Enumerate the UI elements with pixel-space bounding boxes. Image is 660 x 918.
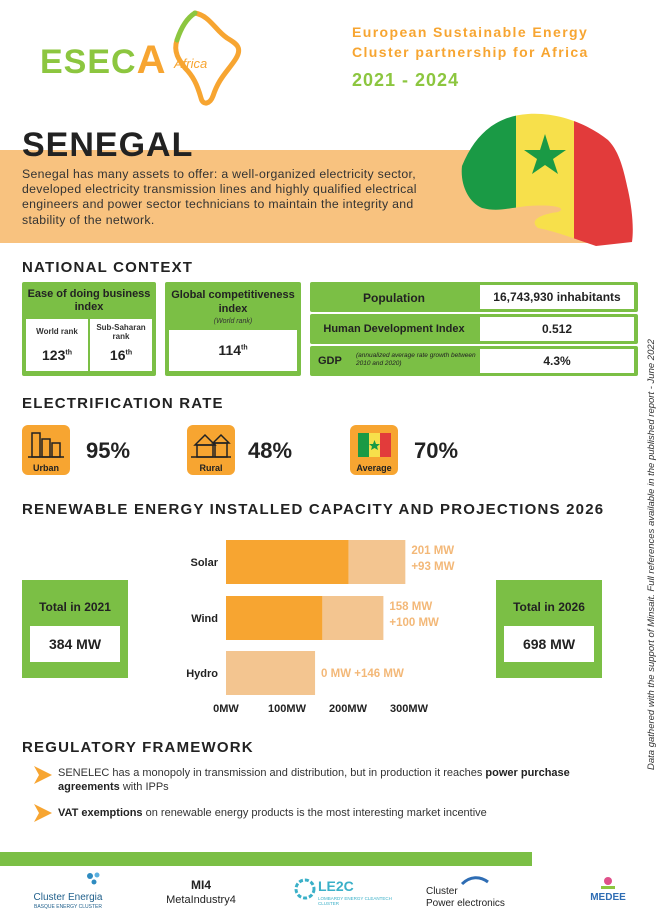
- gci-value-box: [169, 330, 297, 371]
- regulatory-item-1: SENELEC has a monopoly in transmission and distribution, but in production it reaches power purchase agreements with IPPs: [58, 767, 570, 793]
- ss-rank-value: 16th: [109, 347, 133, 363]
- category-label: Hydro: [186, 668, 218, 680]
- arrow-bullet-icon: [32, 764, 54, 786]
- projection-value-label: +100 MW: [389, 617, 439, 629]
- eseca-logo: [40, 8, 260, 108]
- installed-value-label: 158 MW: [389, 601, 433, 613]
- logo-text: ESECA: [40, 38, 167, 82]
- urban-rate: 95%: [86, 438, 131, 463]
- bar-installed-2021: [226, 540, 349, 584]
- header-years: 2021 - 2024: [352, 70, 460, 90]
- capacity-title: RENEWABLE ENERGY INSTALLED CAPACITY AND PROJECTIONS 2026: [22, 501, 605, 518]
- value-label: 0 MW +146 MW: [321, 668, 404, 680]
- gci-value: 114th: [218, 342, 248, 358]
- power-electronics-logo-icon: [460, 874, 490, 888]
- arrow-bullet-icon: [32, 802, 54, 824]
- x-tick-label: 300MW: [390, 703, 428, 715]
- total-2021-value: 384 MW: [30, 626, 120, 662]
- category-label: Solar: [190, 557, 218, 569]
- bar-installed-2021: [226, 596, 322, 640]
- regulatory-item-2: VAT exemptions on renewable energy products is the most interesting market incentive: [58, 807, 487, 819]
- header-title: European Sustainable Energy Cluster partnership for Africa: [352, 24, 589, 60]
- gci-card: Global competitiveness index (World rank) 114th: [165, 282, 301, 376]
- bar-projection-2026: [322, 596, 383, 640]
- ease-business-label: Ease of doing business index: [27, 288, 151, 313]
- projection-value-label: +93 MW: [411, 561, 455, 573]
- population-row: Population 16,743,930 inhabitants: [310, 282, 638, 312]
- rural-rate: 48%: [248, 438, 293, 463]
- installed-value-label: 201 MW: [411, 545, 455, 557]
- hdi-value: 0.512: [541, 322, 573, 336]
- capacity-chart: [168, 534, 498, 724]
- world-rank-value: 123th: [42, 347, 72, 363]
- regulatory-title: REGULATORY FRAMEWORK: [22, 739, 254, 756]
- footer-bar: [0, 852, 532, 866]
- total-2026-value: 698 MW: [504, 626, 594, 662]
- population-value: 16,743,930 inhabitants: [493, 290, 621, 304]
- senegal-flag-icon: Average: [350, 425, 398, 475]
- medee-logo-icon: [598, 876, 618, 890]
- average-rate: 70%: [414, 438, 459, 463]
- ease-business-card: [22, 282, 156, 376]
- world-rank-box: World rank 123th: [26, 319, 88, 371]
- logo-sub: Africa: [174, 56, 208, 71]
- data-source-note: Data gathered with the support of Minsait. Full references available in the published report - June 2022: [646, 339, 657, 770]
- bar-projection-2026: [349, 540, 406, 584]
- x-tick-label: 0MW: [213, 703, 239, 715]
- gci-label: Global competitiveness index: [171, 289, 295, 315]
- national-context-title: NATIONAL CONTEXT: [22, 259, 194, 276]
- total-2026-card: Total in 2026 698 MW: [496, 580, 602, 678]
- electrification-title: ELECTRIFICATION RATE: [22, 395, 224, 412]
- x-tick-label: 200MW: [329, 703, 367, 715]
- gdp-value: 4.3%: [543, 354, 571, 368]
- bar-projection-2026: [226, 651, 315, 695]
- intro-text: Senegal has many assets to offer: a well-organized electricity sector, developed electricity transmission lines and highly qualified electrical engineers and power sector technicians to maintain the integrity and stability of the network.: [22, 167, 417, 227]
- total-2021-card: Total in 2021 384 MW: [22, 580, 128, 678]
- senegal-flag-map-icon: [458, 112, 634, 248]
- hdi-row: Human Development Index 0.512: [310, 314, 638, 344]
- cluster-energia-logo-icon: [84, 870, 104, 888]
- country-title: SENEGAL: [22, 126, 194, 164]
- ss-rank-box: Sub-Saharan rank 16th: [90, 319, 152, 371]
- capacity-chart-svg: [168, 534, 498, 724]
- category-label: Wind: [191, 613, 218, 625]
- le2c-logo-icon: [294, 878, 316, 900]
- city-icon: Urban: [22, 425, 70, 475]
- village-icon: Rural: [187, 425, 235, 475]
- x-tick-label: 100MW: [268, 703, 306, 715]
- gdp-row: GDP (annualized average rate growth between 2010 and 2020) 4.3%: [310, 346, 638, 376]
